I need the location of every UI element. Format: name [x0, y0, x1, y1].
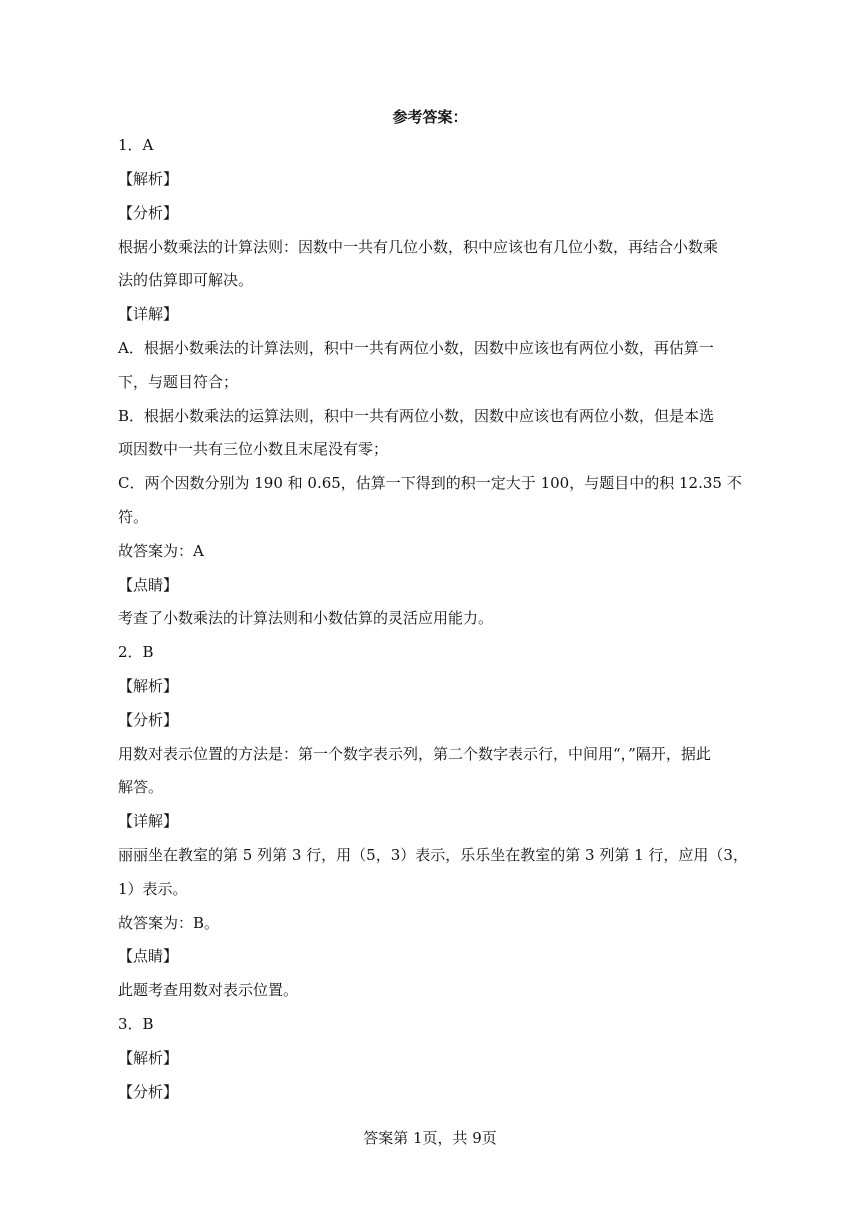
answer-line: 丽丽坐在教室的第 5 列第 3 行，用（5，3）表示，乐乐坐在教室的第 3 列第 1 行，应用（3， — [118, 846, 748, 864]
answer-line: C．两个因数分别为 190 和 0.65，估算一下得到的积一定大于 100，与题目中的积 12.35 不 — [118, 474, 742, 492]
answer-line: 符。 — [118, 508, 149, 526]
answer-line: 此题考查用数对表示位置。 — [118, 981, 299, 999]
answer-line: 【解析】 — [118, 170, 179, 188]
answer-line: 【分析】 — [118, 204, 179, 222]
answer-line: 3．B — [118, 1015, 154, 1033]
answer-line: 【点睛】 — [118, 576, 179, 594]
answer-line: 1．A — [118, 136, 154, 154]
answer-line: 故答案为：A — [118, 542, 204, 560]
answer-line: B．根据小数乘法的运算法则，积中一共有两位小数，因数中应该也有两位小数，但是本选 — [118, 407, 715, 425]
answer-line: 【解析】 — [118, 677, 179, 695]
answer-line: 【解析】 — [118, 1049, 179, 1067]
answer-line: 【点睛】 — [118, 947, 179, 965]
page-footer: 答案第 1页，共 9页 — [363, 1129, 497, 1147]
answer-line: 故答案为：B。 — [118, 914, 220, 932]
answer-line: 考查了小数乘法的计算法则和小数估算的灵活应用能力。 — [118, 609, 494, 627]
answer-line: 解答。 — [118, 778, 164, 796]
answer-line: 【详解】 — [118, 305, 179, 323]
answer-line: 法的估算即可解决。 — [118, 271, 254, 289]
answer-line: A．根据小数乘法的计算法则，积中一共有两位小数，因数中应该也有两位小数，再估算一 — [118, 339, 714, 357]
answer-line: 【分析】 — [118, 711, 179, 729]
answer-line: 用数对表示位置的方法是：第一个数字表示列，第二个数字表示行，中间用“，”隔开，据此 — [118, 745, 711, 763]
answer-line: 1）表示。 — [118, 880, 188, 898]
answer-line: 【分析】 — [118, 1083, 179, 1101]
answer-line: 下，与题目符合； — [118, 373, 239, 391]
page-title: 参考答案： — [392, 108, 468, 126]
answer-line: 项因数中一共有三位小数且末尾没有零； — [118, 440, 389, 458]
answer-line: 【详解】 — [118, 812, 179, 830]
answer-line: 2．B — [118, 643, 154, 661]
answer-line: 根据小数乘法的计算法则：因数中一共有几位小数，积中应该也有几位小数，再结合小数乘 — [118, 238, 719, 256]
